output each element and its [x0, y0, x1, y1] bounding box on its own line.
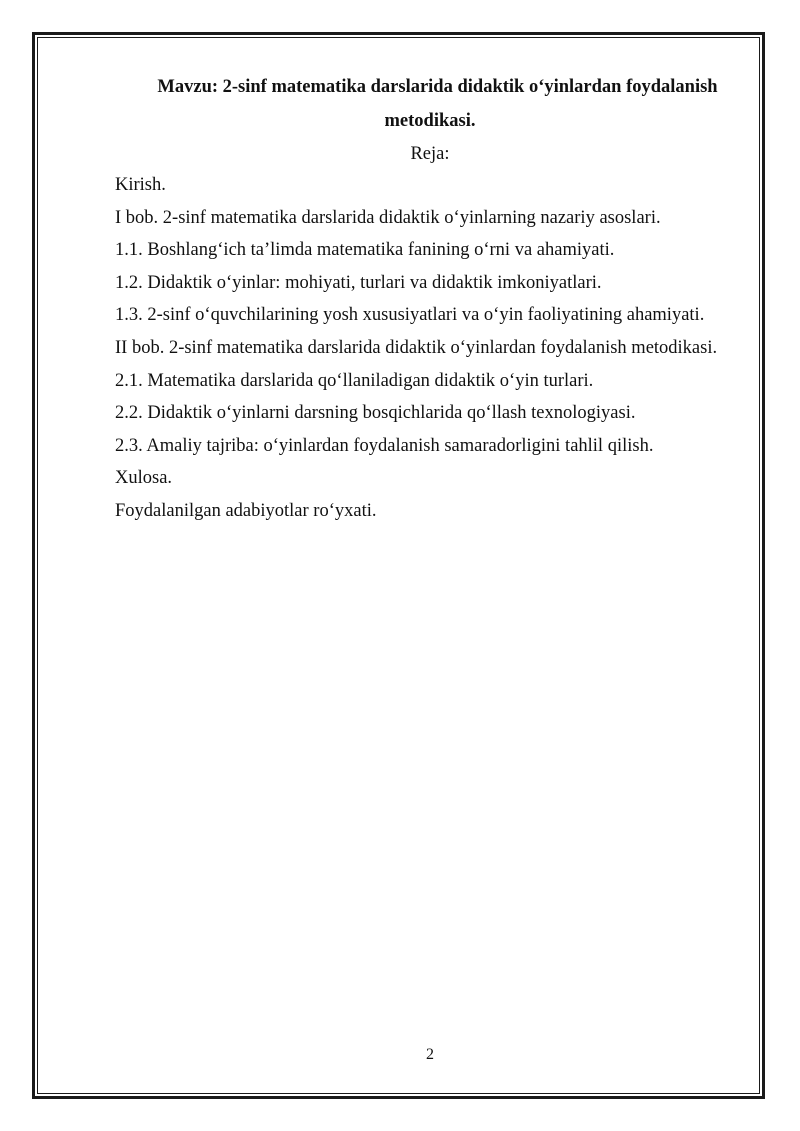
toc-item-2-3: 2.3. Amaliy tajriba: o‘yinlardan foydalanish samaradorligini tahlil qilish.	[115, 435, 654, 456]
toc-item-conclusion: Xulosa.	[115, 468, 173, 489]
document-title-line-1: Mavzu: 2-sinf matematika darslarida didaktik o‘yinlardan foydalanish	[157, 77, 718, 97]
page-number: 2	[426, 1046, 434, 1063]
document-title-line-2: metodikasi.	[384, 111, 476, 131]
toc-item-chapter-2: II bob. 2-sinf matematika darslarida didaktik o‘yinlardan foydalanish metodikasi.	[115, 337, 718, 358]
plan-heading: Reja:	[410, 144, 450, 164]
toc-item-2-1: 2.1. Matematika darslarida qo‘llaniladigan didaktik o‘yin turlari.	[115, 370, 594, 391]
table-of-contents	[115, 176, 755, 535]
toc-item-1-1: 1.1. Boshlang‘ich ta’limda matematika fanining o‘rni va ahamiyati.	[115, 240, 615, 261]
toc-item-chapter-1: I bob. 2-sinf matematika darslarida didaktik o‘yinlarning nazariy asoslari.	[115, 207, 661, 228]
toc-item-2-2: 2.2. Didaktik o‘yinlarni darsning bosqichlarida qo‘llash texnologiyasi.	[115, 403, 636, 424]
toc-item-1-3: 1.3. 2-sinf o‘quvchilarining yosh xususiyatlari va o‘yin faoliyatining ahamiyati.	[115, 305, 705, 326]
toc-item-1-2: 1.2. Didaktik o‘yinlar: mohiyati, turlari va didaktik imkoniyatlari.	[115, 272, 602, 293]
toc-item-introduction: Kirish.	[115, 175, 166, 195]
toc-item-references: Foydalanilgan adabiyotlar ro‘yxati.	[115, 500, 377, 521]
